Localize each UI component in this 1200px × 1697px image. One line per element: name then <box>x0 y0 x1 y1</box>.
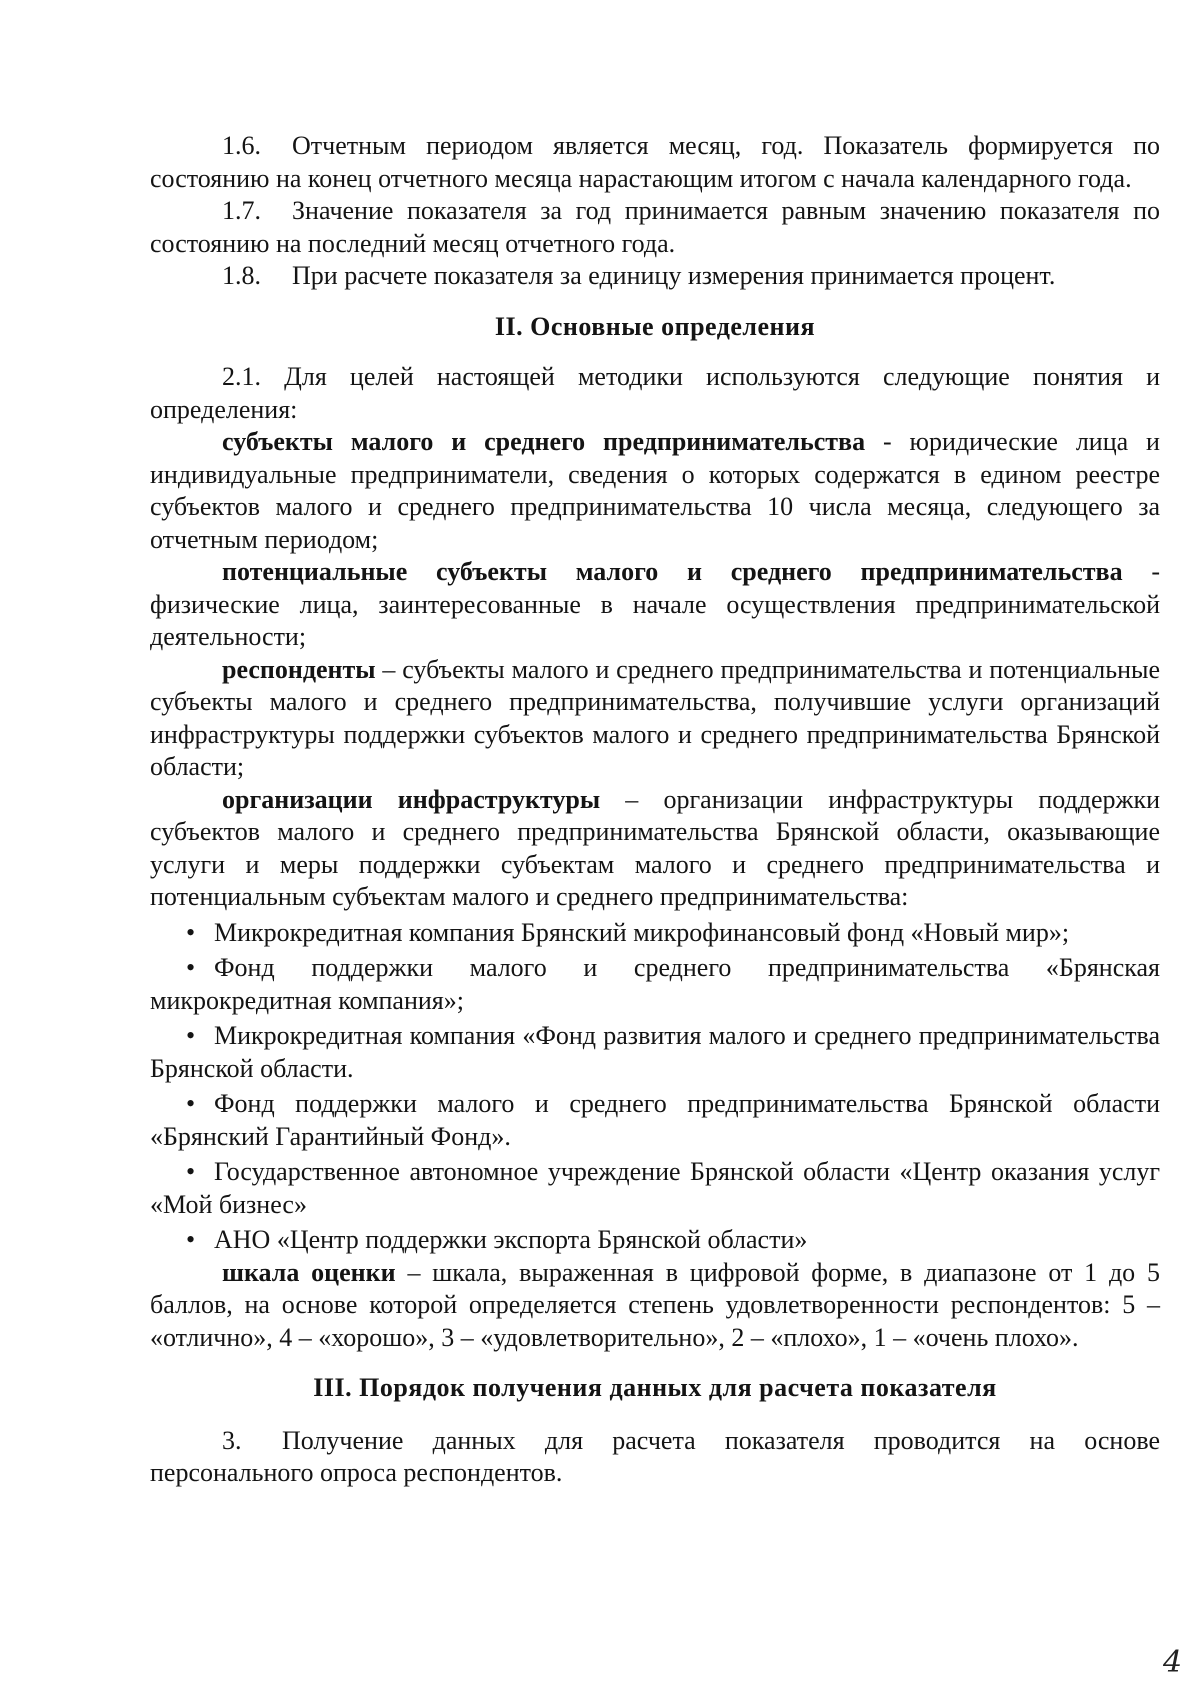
list-item <box>150 952 1160 1017</box>
item-text: Получение данных для расчета показателя проводится на основе персонального опроса респондентов. <box>150 1425 1160 1487</box>
definition-term: шкала оценки <box>222 1257 396 1287</box>
section-2-heading: II. Основные определения <box>494 311 816 341</box>
list-item-text: Микрокредитная компания Брянский микрофинансовый фонд «Новый мир»; <box>214 917 1070 947</box>
item-number: 3. <box>222 1425 242 1455</box>
definition-separator: - <box>1122 557 1160 586</box>
definition-potential-sme <box>150 556 1160 654</box>
section-3-heading: III. Порядок получения данных для расчета показателя <box>313 1373 997 1402</box>
definition-separator: - <box>865 427 910 456</box>
definition-scale <box>150 1257 1160 1355</box>
paragraph-2-1: 2.1. Для целей настоящей методики используются следующие понятия и определения: <box>150 362 1160 424</box>
paragraph-1-8 <box>150 260 1160 293</box>
definition-text: организации инфраструктуры поддержки субъектов малого и среднего предпринимательства Брянской области, оказывающие услуги и меры поддержки субъектам малого и среднего предпринимательства и потенциальным субъектам малого и среднего предпринимательства: <box>150 784 1160 911</box>
item-number: 1.6. <box>222 131 261 160</box>
list-item <box>150 917 1160 950</box>
definition-text: юридические лица и индивидуальные предприниматели, сведения о которых содержатся в едином реестре субъектов малого и среднего предпринимательства 10 числа месяца, следующего за отчетным периодом; <box>150 427 1160 554</box>
definition-term: респонденты <box>222 654 376 684</box>
list-item <box>150 1088 1160 1153</box>
paragraph-1-6 <box>150 130 1160 195</box>
item-text: Значение показателя за год принимается равным значению показателя по состоянию на последний месяц отчетного года. <box>150 196 1160 258</box>
bullet-icon: • <box>186 1021 196 1050</box>
definition-text: шкала, выраженная в цифровой форме, в диапазоне от 1 до 5 баллов, на основе которой определяется степень удовлетворенности респондентов: 5 – «отлично», 4 – «хорошо», 3 – «удовлетворительно», 2 – «плохо», 1 – «очень плохо». <box>150 1257 1160 1352</box>
page-number: 4 <box>1163 1645 1183 1680</box>
item-number: 1.8. <box>222 261 261 290</box>
definition-infrastructure <box>150 784 1160 914</box>
bullet-icon: • <box>186 917 196 947</box>
bullet-icon: • <box>186 1225 196 1254</box>
list-item-text: Фонд поддержки малого и среднего предпринимательства «Брянская микрокредитная компания»; <box>150 953 1160 1015</box>
definition-separator: – <box>375 654 403 684</box>
document-page <box>150 130 1160 1490</box>
bullet-icon: • <box>186 1089 196 1118</box>
list-item-text: Государственное автономное учреждение Брянской области «Центр оказания услуг «Мой бизнес» <box>150 1157 1160 1219</box>
definition-term: потенциальные субъекты малого и среднего предпринимательства <box>222 557 1123 586</box>
bullet-icon: • <box>186 953 196 982</box>
definition-sme <box>150 426 1160 556</box>
definition-term: организации инфраструктуры <box>222 784 601 814</box>
definition-separator: – <box>395 1257 433 1287</box>
list-item <box>150 1156 1160 1221</box>
item-number: 1.7. <box>222 196 261 225</box>
list-item <box>150 1020 1160 1085</box>
definition-term: субъекты малого и среднего предпринимательства <box>222 427 866 456</box>
paragraph-3 <box>150 1425 1160 1490</box>
list-item-text: АНО «Центр поддержки экспорта Брянской области» <box>214 1225 808 1254</box>
definition-respondents <box>150 654 1160 784</box>
list-item-text: Микрокредитная компания «Фонд развития малого и среднего предпринимательства Брянской области. <box>150 1021 1160 1083</box>
paragraph-1-7 <box>150 195 1160 260</box>
item-text: При расчете показателя за единицу измерения принимается процент. <box>292 261 1056 290</box>
definition-text: физические лица, заинтересованные в начале осуществления предпринимательской деятельности; <box>150 589 1160 651</box>
list-item-text: Фонд поддержки малого и среднего предпринимательства Брянской области «Брянский Гарантийный Фонд». <box>150 1089 1160 1151</box>
item-text: Отчетным периодом является месяц, год. Показатель формируется по состоянию на конец отчетного месяца нарастающим итогом с начала календарного года. <box>150 131 1160 193</box>
definition-text: субъекты малого и среднего предпринимательства и потенциальные субъекты малого и среднего предпринимательства, получившие услуги организаций инфраструктуры поддержки субъектов малого и среднего предпринимательства Брянской области; <box>150 654 1161 781</box>
list-item <box>150 1224 1160 1257</box>
bullet-icon: • <box>186 1157 196 1186</box>
definition-separator: – <box>600 784 664 814</box>
